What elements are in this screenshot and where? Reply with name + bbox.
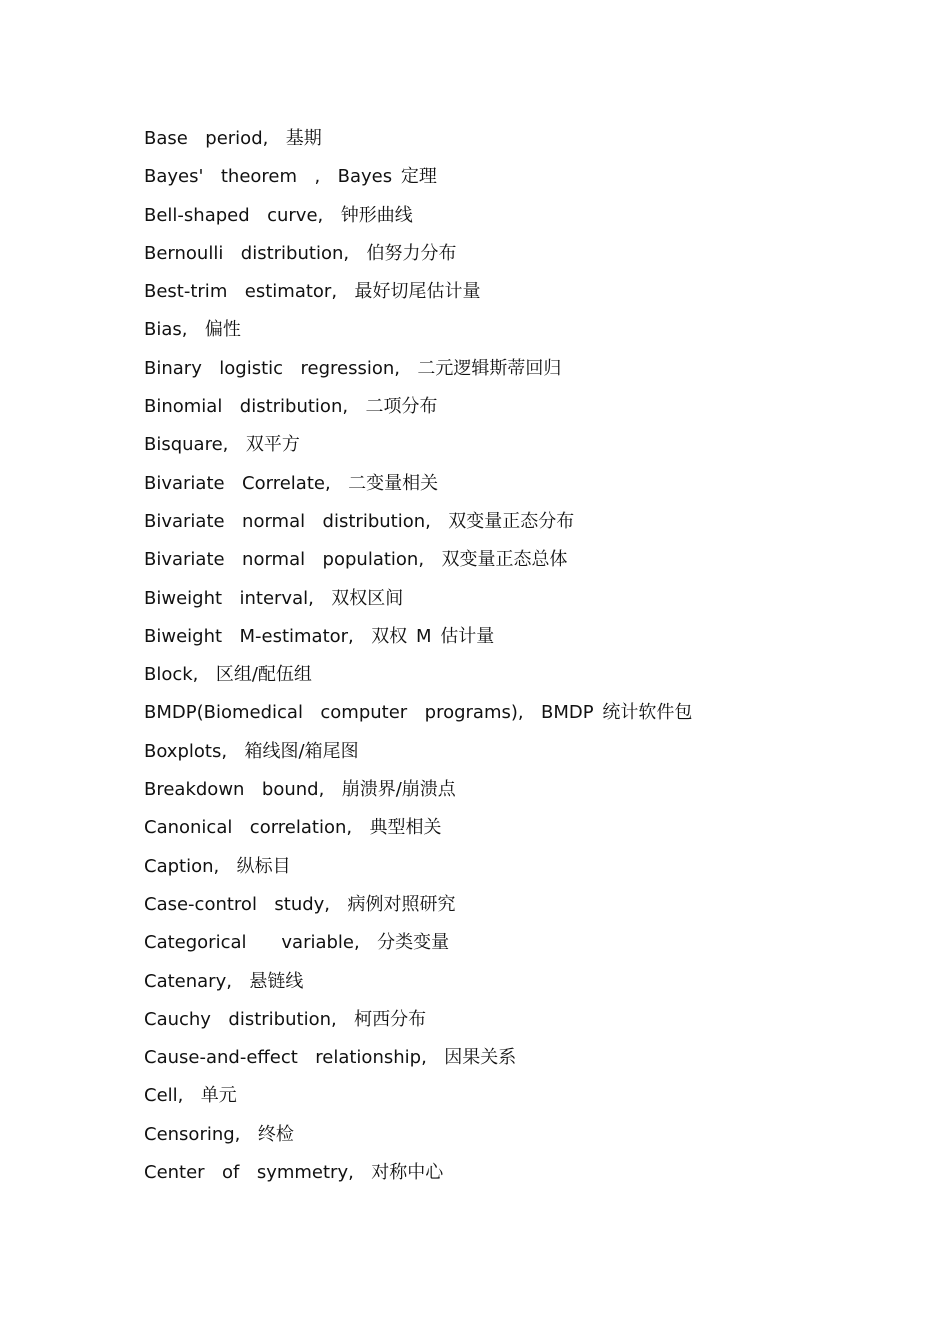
glossary-entry: Cell, 单元 [144,1085,237,1107]
glossary-entry: Cause-and-effect relationship, 因果关系 [144,1047,517,1069]
glossary-entry: Canonical correlation, 典型相关 [144,817,442,839]
glossary-entry: Bias, 偏性 [144,319,241,341]
glossary-entry: Biweight M-estimator, 双权 M 估计量 [144,625,495,647]
glossary-entry: BMDP(Biomedical computer programs), BMDP 统计软件包 [144,702,693,724]
glossary-entry: Boxplots, 箱线图/箱尾图 [144,740,359,762]
glossary-entry: Categorical variable, 分类变量 [144,932,450,954]
glossary-entry: Censoring, 终检 [144,1123,294,1145]
glossary-entry: Base period, 基期 [144,128,322,149]
glossary-entry: Caption, 纵标目 [144,855,291,877]
glossary-entry: Bivariate normal population, 双变量正态总体 [144,549,568,571]
glossary-entry: Catenary, 悬链线 [144,970,304,992]
glossary-entry: Biweight interval, 双权区间 [144,587,404,609]
glossary-entry: Binary logistic regression, 二元逻辑斯蒂回归 [144,357,562,379]
glossary-entry: Binomial distribution, 二项分布 [144,396,438,418]
glossary-entry: Breakdown bound, 崩溃界/崩溃点 [144,779,456,801]
glossary-entry: Bell-shaped curve, 钟形曲线 [144,204,413,226]
glossary-entry: Best-trim estimator, 最好切尾估计量 [144,281,481,303]
glossary-entry: Block, 区组/配伍组 [144,664,312,686]
glossary-entry: Bivariate normal distribution, 双变量正态分布 [144,510,575,532]
glossary-entry: Bisquare, 双平方 [144,434,300,456]
glossary-entry: Bayes' theorem , Bayes 定理 [144,166,437,188]
glossary-entry: Cauchy distribution, 柯西分布 [144,1008,427,1030]
glossary-list [144,124,692,1196]
glossary-entry: Bivariate Correlate, 二变量相关 [144,472,439,494]
glossary-entry: Case-control study, 病例对照研究 [144,893,456,915]
glossary-entry: Center of symmetry, 对称中心 [144,1162,444,1184]
glossary-entry: Bernoulli distribution, 伯努力分布 [144,242,457,264]
